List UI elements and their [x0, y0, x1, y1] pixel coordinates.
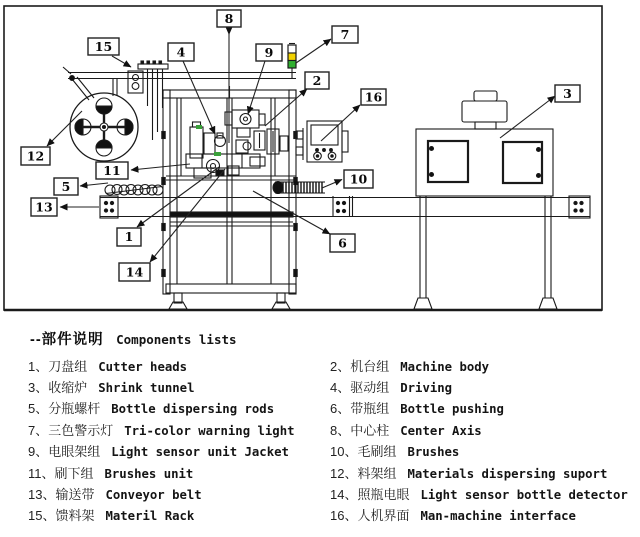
svg-text:15: 15: [94, 39, 113, 54]
component-row: [0, 462, 640, 483]
callout-4: [168, 43, 215, 134]
labelling-head-assembly: [186, 110, 288, 178]
item-zh: 5、分瓶螺杆: [28, 401, 101, 417]
callout-5: [54, 178, 108, 195]
item-zh: 3、收缩炉: [28, 380, 88, 396]
callout-8: [217, 10, 241, 143]
item-zh: 14、照瓶电眼: [330, 487, 410, 503]
callout-13: [31, 198, 99, 216]
svg-text:1: 1: [124, 229, 134, 244]
item-zh: 12、料架组: [330, 465, 397, 481]
item-en: Conveyor belt: [105, 488, 202, 503]
item-zh: 13、输送带: [28, 487, 95, 503]
item-en: Light sensor bottle detector: [420, 488, 628, 503]
item-en: Bottle dispersing rods: [111, 402, 275, 417]
component-row: [0, 419, 640, 440]
component-item: [330, 420, 640, 440]
svg-text:7: 7: [340, 27, 350, 42]
svg-text:10: 10: [349, 171, 368, 187]
callout-3: [500, 85, 580, 138]
component-item: [0, 441, 330, 461]
component-item: [0, 420, 330, 440]
callout-16: [321, 89, 386, 141]
item-en: Brushes unit: [104, 466, 194, 481]
svg-text:14: 14: [125, 264, 144, 280]
callout-1: [117, 167, 219, 246]
item-zh: 1、刀盘组: [28, 358, 88, 374]
item-en: Center Axis: [400, 423, 482, 438]
component-item: [330, 505, 640, 525]
component-item: [330, 356, 640, 376]
component-row: [0, 355, 640, 376]
item-en: Light sensor unit Jacket: [111, 445, 289, 460]
component-row: [0, 376, 640, 397]
item-en: Materials dispersing suport: [407, 466, 608, 481]
item-zh: 16、人机界面: [330, 508, 410, 524]
item-en: Brushes: [407, 445, 460, 460]
svg-text:16: 16: [364, 89, 383, 105]
component-item: [0, 484, 330, 504]
component-item: [330, 377, 640, 397]
brush-assembly: [273, 182, 325, 194]
infeed-rail: [63, 67, 296, 96]
item-zh: 7、三色警示灯: [28, 422, 114, 438]
component-item: [0, 377, 330, 397]
dispersing-screw: [105, 185, 163, 196]
components-rows: [0, 355, 640, 526]
item-zh: 11、刷下组: [28, 465, 94, 481]
item-zh: 15、馈料架: [28, 508, 95, 524]
item-en: Materil Rack: [105, 509, 195, 524]
svg-text:8: 8: [224, 11, 234, 26]
component-item: [330, 398, 640, 418]
item-en: Man-machine interface: [420, 509, 576, 524]
svg-text:2: 2: [312, 73, 322, 88]
component-item: [0, 463, 330, 483]
svg-text:6: 6: [338, 235, 347, 251]
component-item: [330, 463, 640, 483]
heading-en: Components lists: [116, 332, 237, 347]
callout-12: [21, 111, 82, 165]
component-row: [0, 483, 640, 504]
component-row: [0, 505, 640, 526]
svg-text:9: 9: [264, 45, 274, 60]
item-en: Shrink tunnel: [98, 381, 195, 396]
callout-10: [322, 170, 373, 188]
callout-7: [296, 26, 358, 63]
svg-text:5: 5: [61, 179, 71, 194]
item-en: Tri-color warning light: [124, 423, 295, 438]
component-row: [0, 398, 640, 419]
svg-text:4: 4: [176, 44, 186, 60]
svg-text:12: 12: [26, 148, 45, 164]
component-item: [330, 484, 640, 504]
component-item: [0, 505, 330, 525]
item-en: Bottle pushing: [400, 402, 504, 417]
svg-text:11: 11: [103, 163, 121, 178]
component-item: [0, 398, 330, 418]
item-zh: 6、带瓶组: [330, 401, 390, 417]
components-list-heading: [30, 328, 237, 349]
svg-text:3: 3: [563, 86, 572, 101]
callout-15: [88, 38, 131, 67]
svg-text:13: 13: [35, 199, 53, 215]
item-zh: 8、中心柱: [330, 422, 390, 438]
component-item: [330, 441, 640, 461]
item-zh: 2、机台组: [330, 358, 390, 374]
item-zh: 4、驱动组: [330, 380, 390, 396]
hmi-panel: [296, 121, 348, 162]
component-item: [0, 356, 330, 376]
item-en: Cutter heads: [98, 359, 188, 374]
item-zh: 10、毛刷组: [330, 444, 397, 460]
component-row: [0, 441, 640, 462]
item-en: Machine body: [400, 359, 490, 374]
heading-zh: --部件说明: [30, 332, 104, 348]
shrink-tunnel: [414, 91, 557, 309]
item-zh: 9、电眼架组: [28, 444, 101, 460]
item-en: Driving: [400, 381, 453, 396]
